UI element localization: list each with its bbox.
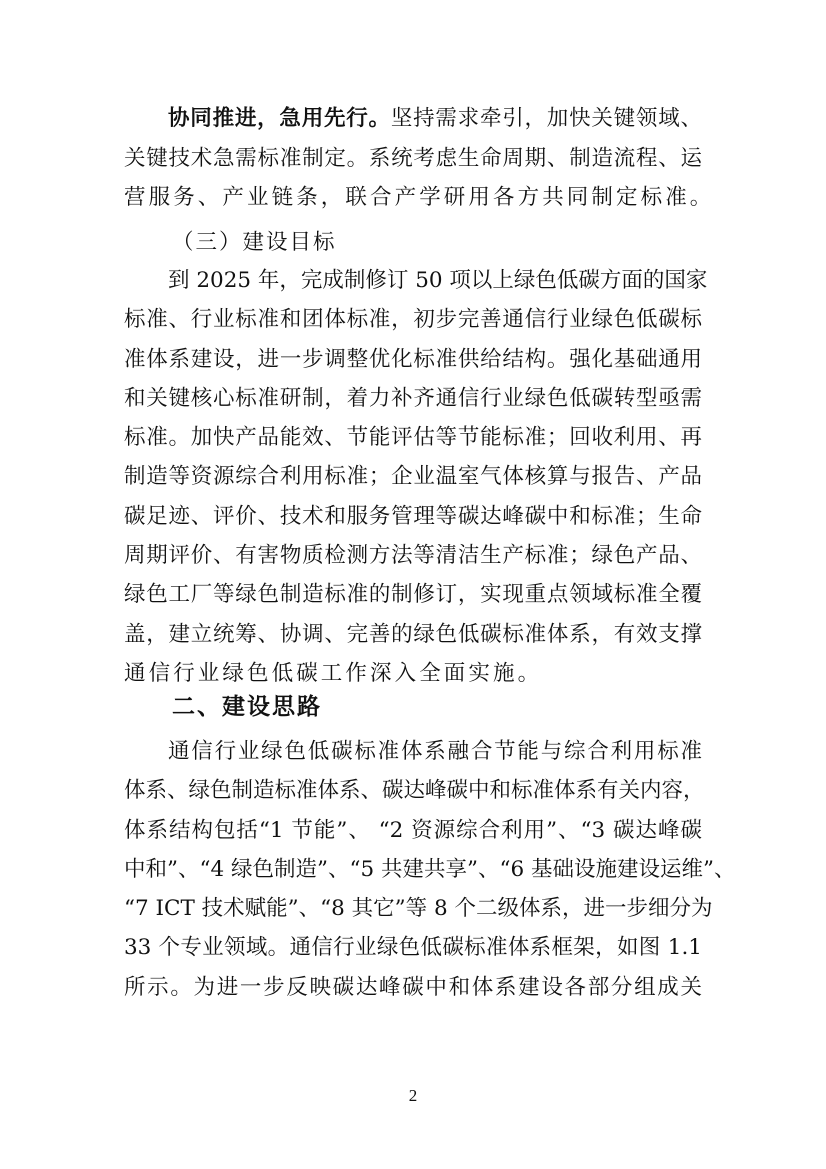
paragraph-2-line-7: 碳足迹、评价、技术和服务管理等碳达峰碳中和标准；生命	[124, 504, 702, 529]
subheading-goals: （三）建设目标	[172, 230, 337, 255]
paragraph-1-line-1-text: 坚持需求牵引，加快关键领域、	[390, 106, 702, 131]
paragraph-2-line-1: 到 2025 年，完成制修订 50 项以上绿色低碳方面的国家	[168, 268, 708, 293]
paragraph-2-line-9: 绿色工厂等绿色制造标准的制修订，实现重点领域标准全覆	[124, 582, 702, 607]
paragraph-1-line-2: 关键技术急需标准制定。系统考虑生命周期、制造流程、运	[124, 146, 702, 171]
paragraph-3-line-4: 中和”、“4 绿色制造”、“5 共建共享”、“6 基础设施建设运维”、	[124, 857, 736, 882]
page-number: 2	[408, 1086, 418, 1105]
paragraph-2-line-4: 和关键核心标准研制，着力补齐通信行业绿色低碳转型亟需	[124, 386, 702, 411]
paragraph-2-line-3: 准体系建设，进一步调整优化标准供给结构。强化基础通用	[124, 347, 702, 372]
paragraph-3-line-2: 体系、绿色制造标准体系、碳达峰碳中和标准体系有关内容，	[124, 778, 705, 803]
paragraph-2-line-10: 盖，建立统筹、协调、完善的绿色低碳标准体系，有效支撑	[124, 622, 702, 647]
paragraph-2-line-2: 标准、行业标准和团体标准，初步完善通信行业绿色低碳标	[124, 307, 702, 332]
paragraph-3-line-3: 体系结构包括“1 节能”、 “2 资源综合利用”、“3 碳达峰碳	[124, 818, 702, 843]
paragraph-2-line-11: 通信行业绿色低碳工作深入全面实施。	[124, 661, 543, 686]
paragraph-3-line-1: 通信行业绿色低碳标准体系融合节能与综合利用标准	[168, 739, 702, 764]
paragraph-1-line-3: 营服务、产业链条，联合产学研用各方共同制定标准。	[124, 185, 715, 210]
paragraph-3-line-7: 所示。为进一步反映碳达峰碳中和体系建设各部分组成关	[124, 975, 702, 1000]
paragraph-1-bold-lead: 协同推进，急用先行。	[168, 106, 391, 131]
paragraph-3-line-6: 33 个专业领域。通信行业绿色低碳标准体系框架，如图 1.1	[124, 935, 702, 960]
paragraph-2-line-6: 制造等资源综合利用标准；企业温室气体核算与报告、产品	[124, 464, 702, 489]
section-heading-construction-approach: 二、建设思路	[172, 694, 322, 720]
paragraph-2-line-5: 标准。加快产品能效、节能评估等节能标准；回收利用、再	[124, 425, 702, 450]
paragraph-3-line-5: “7 ICT 技术赋能”、“8 其它”等 8 个二级体系，进一步细分为	[124, 896, 713, 921]
paragraph-2-line-8: 周期评价、有害物质检测方法等清洁生产标准；绿色产品、	[124, 543, 702, 568]
